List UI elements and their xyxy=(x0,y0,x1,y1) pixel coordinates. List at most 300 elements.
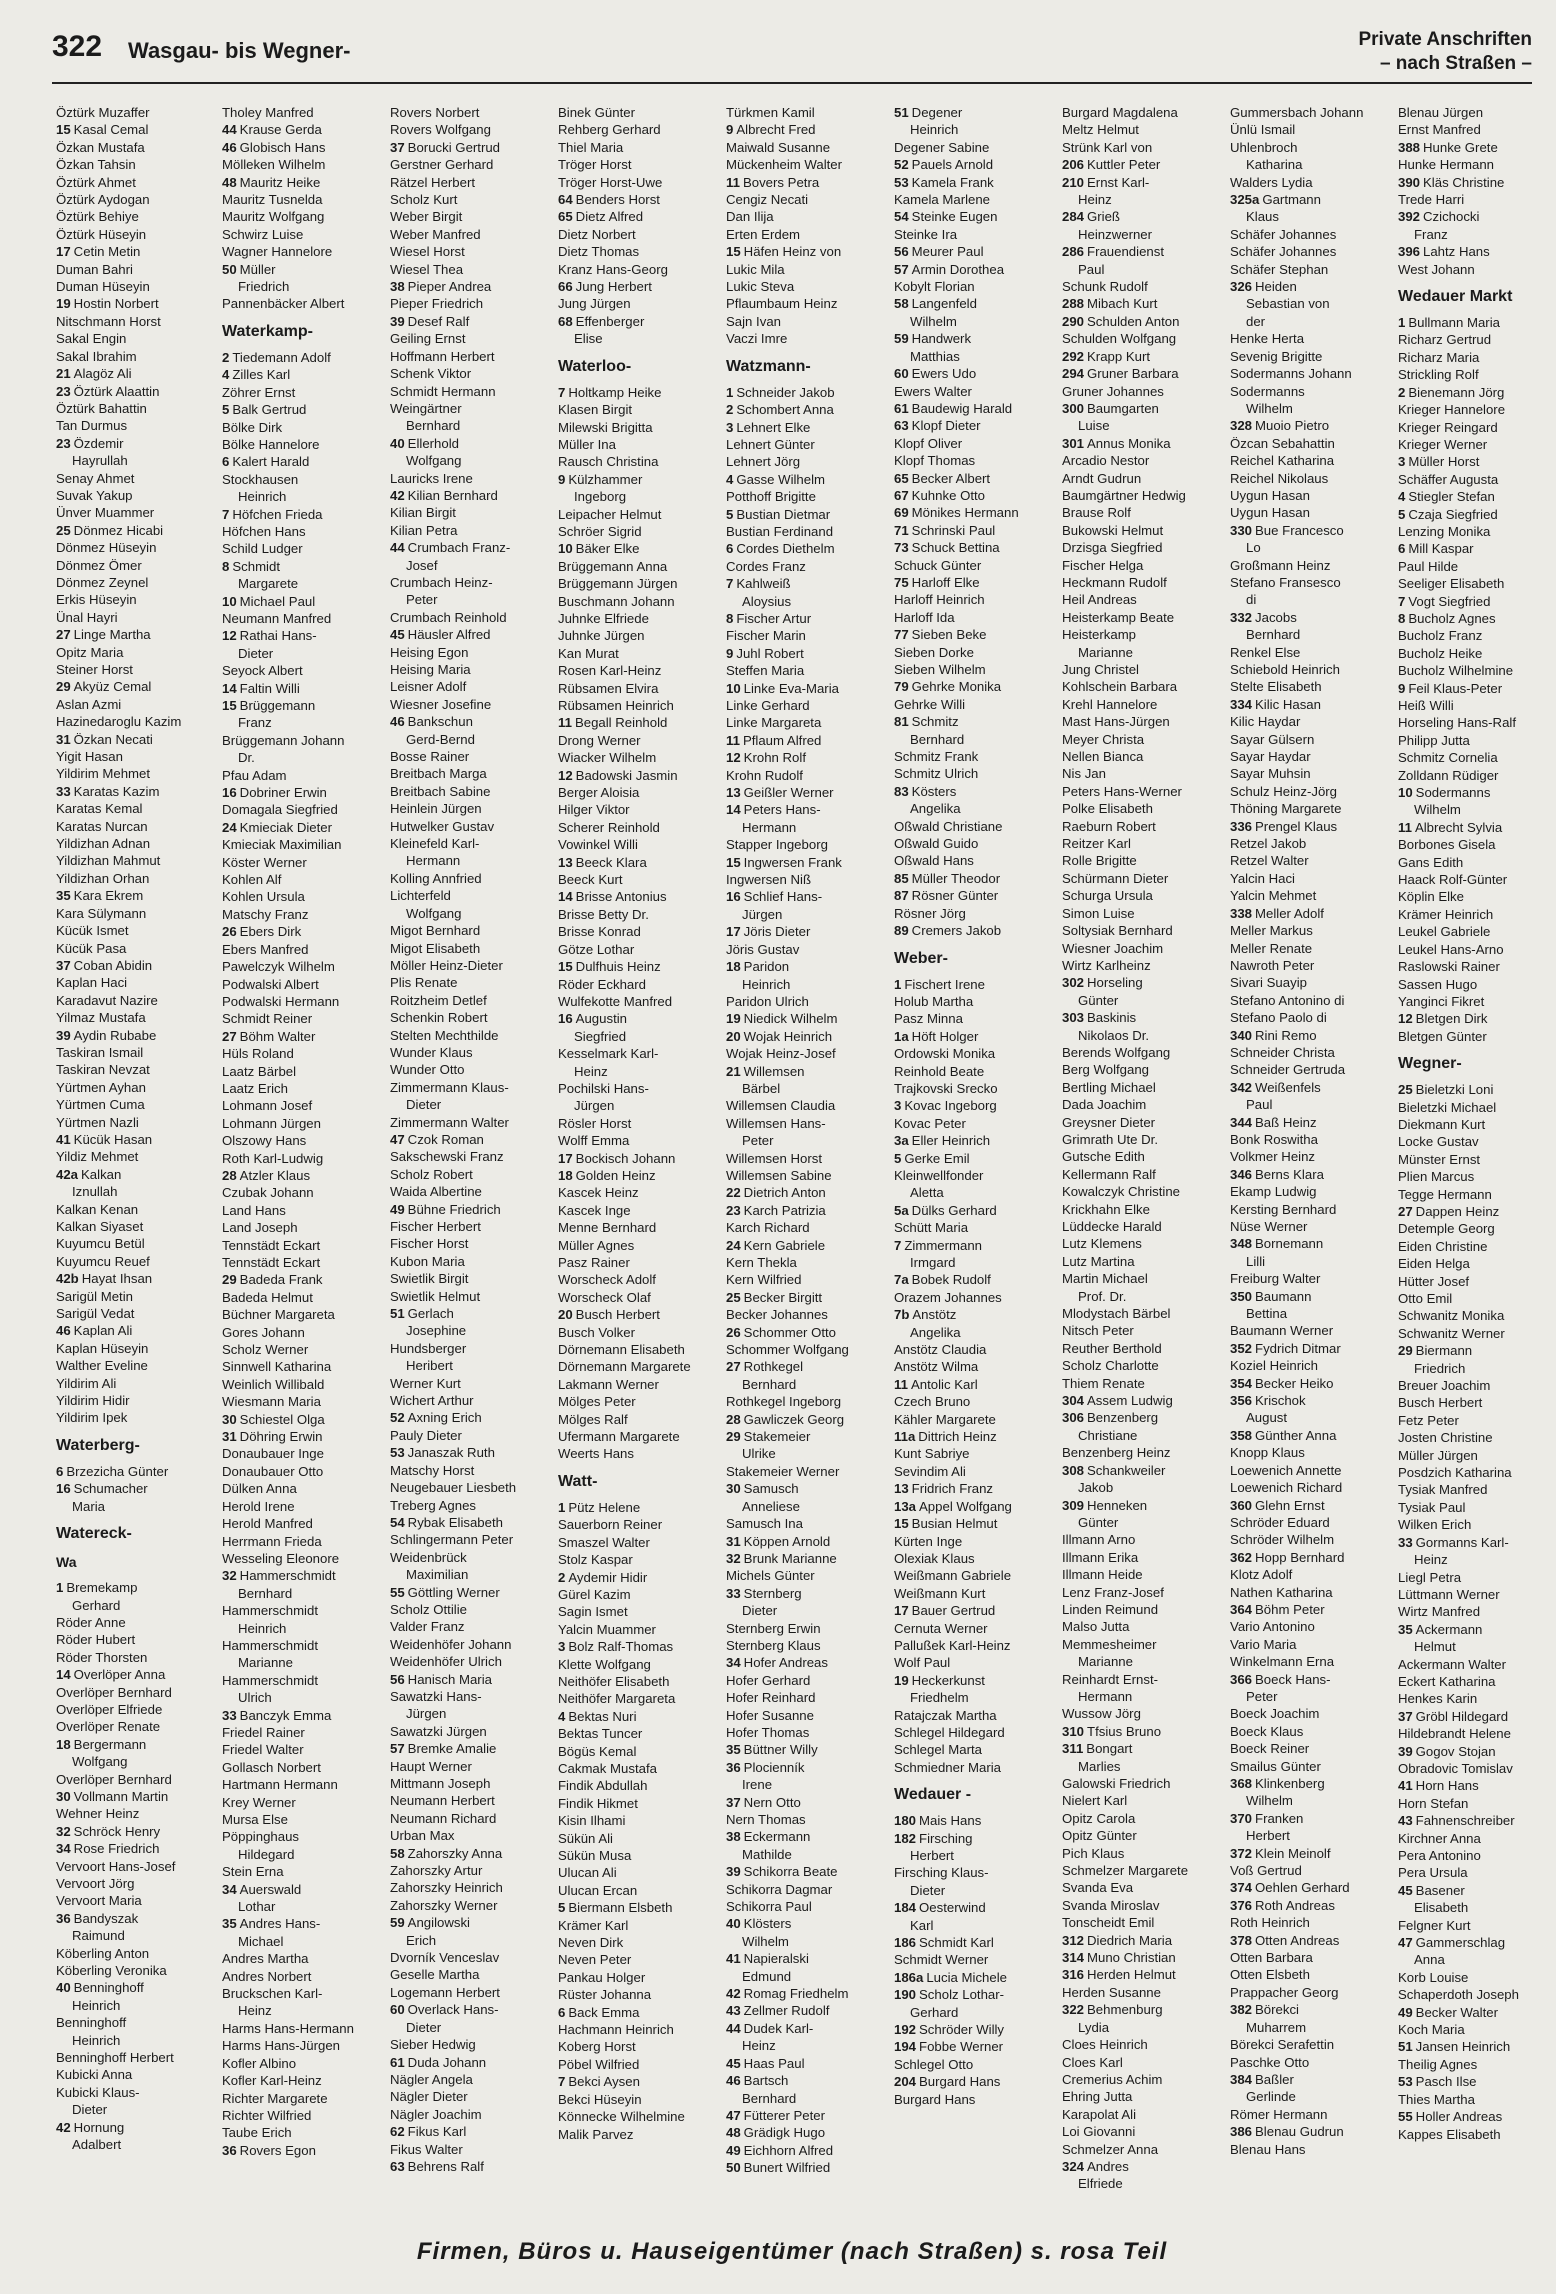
resident-entry xyxy=(390,470,550,487)
page-header xyxy=(52,28,1532,80)
resident-name: Weber Birgit xyxy=(390,209,463,225)
resident-entry xyxy=(390,1531,550,1548)
resident-entry xyxy=(1230,1879,1390,1896)
section-label xyxy=(1358,28,1532,76)
resident-name: Heinz xyxy=(1078,192,1112,208)
resident-entry xyxy=(894,504,1054,521)
resident-entry xyxy=(56,104,216,121)
resident-name: Rüster Johanna xyxy=(558,1987,652,2003)
resident-name: Ordowski Monika xyxy=(894,1046,996,1062)
resident-entry xyxy=(1062,400,1222,417)
resident-name: Lo xyxy=(1246,540,1261,556)
resident-name: Mölges Ralf xyxy=(558,1411,628,1427)
resident-name: Linke Margareta xyxy=(726,715,822,731)
resident-entry xyxy=(558,419,718,436)
resident-entry xyxy=(1230,1201,1390,1218)
resident-name: Ingwersen Frank xyxy=(743,854,842,870)
resident-name: Willemsen Claudia xyxy=(726,1098,836,1114)
resident-name: Maiwald Susanne xyxy=(726,139,831,155)
house-number: 37 xyxy=(390,139,405,155)
resident-entry xyxy=(558,1882,718,1899)
resident-name: Antolic Karl xyxy=(910,1376,978,1392)
resident-entry xyxy=(894,1533,1054,1550)
resident-name: Schäfer Johannes xyxy=(1230,244,1337,260)
resident-entry xyxy=(558,958,718,975)
resident-name: Günter xyxy=(1078,992,1119,1008)
resident-entry xyxy=(56,208,216,225)
resident-name: Richter Wilfried xyxy=(222,2107,312,2123)
resident-name: Sarigül Vedat xyxy=(56,1306,135,1322)
resident-name: Özdemir xyxy=(73,435,124,451)
resident-name: Drzisga Siegfried xyxy=(1062,540,1163,556)
resident-entry xyxy=(558,1899,718,1916)
resident-name: Henke Herta xyxy=(1230,331,1305,347)
resident-entry xyxy=(558,1271,718,1288)
resident-name: Maximilian xyxy=(406,1567,469,1583)
resident-name: Herden Helmut xyxy=(1087,1967,1176,1983)
resident-entry xyxy=(894,1306,1054,1323)
house-number: 53 xyxy=(390,1445,405,1461)
resident-name: Sieben Dorke xyxy=(894,644,974,660)
resident-name: Opitz Carola xyxy=(1062,1810,1136,1826)
resident-name: Rosen Karl-Heinz xyxy=(558,663,662,679)
resident-entry xyxy=(390,1183,550,1200)
resident-name: Hofer Susanne xyxy=(726,1707,814,1723)
resident-name: Wojak Heinrich xyxy=(743,1028,833,1044)
house-number: 46 xyxy=(56,1323,71,1339)
resident-name: Aloysius xyxy=(742,593,792,609)
entry-continuation xyxy=(726,906,886,923)
resident-name: West Johann xyxy=(1398,261,1475,277)
house-number: 9 xyxy=(726,645,734,661)
resident-entry xyxy=(56,139,216,156)
house-number: 41 xyxy=(1398,1778,1413,1794)
resident-name: Heinrich xyxy=(238,489,287,505)
resident-entry xyxy=(56,1631,216,1648)
resident-entry xyxy=(1398,1603,1536,1620)
resident-name: Tysiak Paul xyxy=(1398,1499,1466,1515)
resident-entry xyxy=(1398,593,1536,610)
resident-entry xyxy=(222,1724,382,1741)
resident-name: Friedel Walter xyxy=(222,1742,304,1758)
resident-entry xyxy=(390,278,550,295)
resident-entry xyxy=(56,226,216,243)
resident-name: Holtkamp Heike xyxy=(568,384,662,400)
resident-entry xyxy=(222,1828,382,1845)
resident-entry xyxy=(222,1480,382,1497)
resident-name: Anstötz Claudia xyxy=(894,1342,987,1358)
resident-name: Plocienník xyxy=(743,1759,805,1775)
resident-name: Steinke Eugen xyxy=(911,209,998,225)
resident-entry xyxy=(390,1061,550,1078)
resident-entry xyxy=(558,1725,718,1742)
resident-entry xyxy=(1398,697,1536,714)
resident-name: Gerd-Bernd xyxy=(406,731,475,747)
entry-continuation xyxy=(1398,1899,1536,1916)
resident-name: Balk Gertrud xyxy=(232,402,307,418)
resident-entry xyxy=(1062,1671,1222,1688)
resident-entry xyxy=(1062,1949,1222,1966)
resident-name: Bue Francesco xyxy=(1255,522,1344,538)
resident-entry xyxy=(726,540,886,557)
resident-name: Lüttmann Werner xyxy=(1398,1586,1500,1602)
resident-entry xyxy=(56,731,216,748)
resident-entry xyxy=(1062,1705,1222,1722)
resident-name: Götze Lothar xyxy=(558,941,635,957)
resident-entry xyxy=(726,1393,886,1410)
resident-name: Brüggemann Anna xyxy=(558,558,668,574)
resident-entry xyxy=(1062,1061,1222,1078)
resident-name: Ingeborg xyxy=(574,489,627,505)
resident-name: Michael Paul xyxy=(239,593,316,609)
resident-name: Mauritz Tusnelda xyxy=(222,192,323,208)
resident-entry xyxy=(1062,1845,1222,1862)
resident-name: Friedel Rainer xyxy=(222,1724,305,1740)
resident-entry xyxy=(726,2072,886,2089)
house-number: 303 xyxy=(1062,1010,1085,1026)
resident-entry xyxy=(1062,1618,1222,1635)
resident-name: Klopf Oliver xyxy=(894,435,963,451)
resident-entry xyxy=(222,1063,382,1080)
resident-name: Donaubauer Otto xyxy=(222,1463,324,1479)
house-number: 23 xyxy=(56,383,71,399)
house-number: 7 xyxy=(894,1237,902,1253)
resident-entry xyxy=(1062,487,1222,504)
resident-name: Schwirz Luise xyxy=(222,226,304,242)
house-number: 15 xyxy=(726,854,741,870)
resident-name: Yalcin Mehmet xyxy=(1230,888,1317,904)
house-number: 6 xyxy=(726,541,734,557)
resident-name: Bandyszak xyxy=(73,1910,139,1926)
resident-entry xyxy=(222,906,382,923)
resident-name: Hachmann Heinrich xyxy=(558,2022,674,2038)
street-heading: Waterberg- xyxy=(56,1436,140,1454)
resident-entry xyxy=(390,835,550,852)
resident-name: Gutsche Edith xyxy=(1062,1149,1145,1165)
house-number: 47 xyxy=(1398,1935,1413,1951)
resident-entry xyxy=(1230,922,1390,939)
resident-name: Sajn Ivan xyxy=(726,313,781,329)
resident-entry xyxy=(222,1132,382,1149)
resident-name: Elise xyxy=(574,331,603,347)
resident-entry xyxy=(558,767,718,784)
resident-name: Valder Franz xyxy=(390,1619,465,1635)
resident-name: Böhm Peter xyxy=(1255,1601,1325,1617)
resident-entry xyxy=(1398,1847,1536,1864)
resident-entry xyxy=(894,1585,1054,1602)
resident-entry xyxy=(56,1096,216,1113)
resident-name: Schürmann Dieter xyxy=(1062,870,1169,886)
resident-entry xyxy=(1062,1462,1222,1479)
entry-continuation xyxy=(222,714,382,731)
resident-name: Willemsen xyxy=(743,1063,805,1079)
resident-name: Burgard Magdalena xyxy=(1062,105,1178,120)
resident-entry xyxy=(726,1063,886,1080)
house-number: 13 xyxy=(558,854,573,870)
resident-entry xyxy=(56,2084,216,2101)
resident-entry xyxy=(390,1009,550,1026)
resident-entry xyxy=(726,1950,886,1967)
resident-name: Linge Martha xyxy=(73,627,151,643)
resident-name: Börekci xyxy=(1255,2002,1299,2018)
resident-name: Zilles Karl xyxy=(232,367,291,383)
resident-name: Burgard Hans xyxy=(894,2091,976,2107)
resident-entry xyxy=(390,261,550,278)
resident-name: Annus Monika xyxy=(1087,435,1171,451)
house-number: 310 xyxy=(1062,1723,1085,1739)
house-number: 364 xyxy=(1230,1601,1253,1617)
house-number: 194 xyxy=(894,2039,917,2055)
resident-entry xyxy=(1230,2036,1390,2053)
resident-entry xyxy=(222,767,382,784)
house-number: 35 xyxy=(222,1916,237,1932)
house-number: 306 xyxy=(1062,1410,1085,1426)
resident-name: Steffen Maria xyxy=(726,663,805,679)
resident-entry xyxy=(894,400,1054,417)
resident-name: Lüddecke Harald xyxy=(1062,1219,1162,1234)
resident-entry xyxy=(558,523,718,540)
resident-name: Sieber Hedwig xyxy=(390,2037,476,2053)
resident-entry xyxy=(1062,1079,1222,1096)
resident-entry xyxy=(390,800,550,817)
resident-name: Meyer Christa xyxy=(1062,731,1145,747)
resident-name: Tegge Hermann xyxy=(1398,1186,1492,1202)
resident-entry xyxy=(1398,349,1536,366)
resident-name: Kläs Christine xyxy=(1423,174,1505,190)
house-number: 8 xyxy=(1398,610,1406,626)
house-number: 46 xyxy=(390,714,405,730)
house-number: 47 xyxy=(726,2107,741,2123)
house-number: 63 xyxy=(894,418,909,434)
resident-entry xyxy=(1230,1775,1390,1792)
resident-name: Werner Kurt xyxy=(390,1375,461,1391)
resident-name: Duman Hüseyin xyxy=(56,279,150,295)
resident-entry xyxy=(894,1969,1054,1986)
resident-name: Rehberg Gerhard xyxy=(558,122,661,138)
resident-name: Henneken xyxy=(1087,1497,1148,1513)
resident-entry xyxy=(1062,591,1222,608)
resident-entry xyxy=(894,1219,1054,1236)
resident-name: Sagin Ismet xyxy=(558,1604,628,1620)
resident-name: Coban Abidin xyxy=(73,957,153,973)
resident-entry xyxy=(894,1724,1054,1741)
resident-name: Marianne xyxy=(1078,644,1133,660)
resident-name: Raslowski Rainer xyxy=(1398,959,1500,975)
resident-name: Öztürk Alaattin xyxy=(73,383,160,399)
resident-name: Lydia xyxy=(1078,2019,1110,2035)
resident-entry xyxy=(56,1201,216,1218)
house-number: 354 xyxy=(1230,1375,1253,1391)
resident-name: Prof. Dr. xyxy=(1078,1288,1127,1304)
resident-entry xyxy=(726,854,886,871)
resident-name: Prengel Klaus xyxy=(1255,818,1338,834)
resident-name: Domagala Siegfried xyxy=(222,802,338,818)
resident-name: Schäfer Johannes xyxy=(1230,226,1337,242)
resident-entry xyxy=(894,905,1054,922)
entry-continuation xyxy=(1062,1688,1222,1705)
resident-name: Nern Otto xyxy=(743,1794,801,1810)
resident-name: Stein Erna xyxy=(222,1864,284,1880)
resident-name: Boeck Hans- xyxy=(1255,1671,1331,1687)
resident-entry xyxy=(894,626,1054,643)
resident-name: Vollmann Martin xyxy=(73,1788,169,1804)
house-number: 62 xyxy=(390,2124,405,2140)
street-heading: Waterkamp- xyxy=(222,322,313,340)
resident-name: Zimmermann Walter xyxy=(390,1114,509,1130)
resident-name: Schuck Günter xyxy=(894,557,982,573)
resident-entry xyxy=(1230,1618,1390,1635)
resident-name: Felgner Kurt xyxy=(1398,1917,1471,1933)
resident-entry xyxy=(390,2123,550,2140)
resident-entry xyxy=(1398,1743,1536,1760)
resident-name: Beeck Klara xyxy=(575,854,647,870)
resident-name: Pawelczyk Wilhelm xyxy=(222,959,335,975)
resident-name: Aydemir Hidir xyxy=(568,1569,648,1585)
resident-name: Scherer Reinhold xyxy=(558,819,660,835)
resident-entry xyxy=(1230,1497,1390,1514)
resident-name: Benninghoff xyxy=(56,2015,127,2031)
resident-entry xyxy=(1062,2088,1222,2105)
resident-name: Schuck Bettina xyxy=(911,540,1000,556)
resident-name: Roth Andreas xyxy=(1255,1897,1335,1913)
entry-continuation xyxy=(894,1917,1054,1934)
resident-name: Cetin Metin xyxy=(73,244,141,260)
resident-name: Kähler Margarete xyxy=(894,1411,996,1427)
resident-name: Kofler Karl-Heinz xyxy=(222,2073,322,2089)
resident-name: Stelten Mechthilde xyxy=(390,1027,499,1043)
resident-name: Gollasch Norbert xyxy=(222,1759,321,1775)
resident-entry xyxy=(558,506,718,523)
resident-name: Kolling Annfried xyxy=(390,870,482,886)
resident-entry xyxy=(726,1585,886,1602)
resident-entry xyxy=(1062,609,1222,626)
resident-name: Dieter xyxy=(238,645,274,661)
resident-entry xyxy=(558,1516,718,1533)
resident-entry xyxy=(558,278,718,295)
resident-entry xyxy=(894,383,1054,400)
resident-entry xyxy=(558,1534,718,1551)
resident-name: Rothkegel Ingeborg xyxy=(726,1394,842,1410)
resident-name: Hanisch Maria xyxy=(407,1671,492,1687)
resident-entry xyxy=(56,2119,216,2136)
house-number: 45 xyxy=(726,2055,741,2071)
resident-name: Vaczi Imre xyxy=(726,331,788,347)
resident-entry xyxy=(1062,940,1222,957)
resident-name: Sternberg xyxy=(743,1585,802,1601)
resident-entry xyxy=(1230,696,1390,713)
resident-entry xyxy=(56,1218,216,1235)
resident-name: Kuhnke Otto xyxy=(911,487,985,503)
resident-name: Pieper Andrea xyxy=(407,279,492,295)
resident-name: Lehnert Günter xyxy=(726,436,815,452)
entry-continuation xyxy=(894,348,1054,365)
resident-name: Badeda Helmut xyxy=(222,1289,313,1305)
resident-name: Walders Lydia xyxy=(1230,174,1313,190)
resident-name: Weinlich Willibald xyxy=(222,1376,325,1392)
resident-name: Nägler Joachim xyxy=(390,2106,482,2122)
resident-name: Oesterwind xyxy=(919,1900,986,1916)
resident-entry xyxy=(558,801,718,818)
resident-entry xyxy=(726,1863,886,1880)
resident-entry xyxy=(56,1701,216,1718)
resident-name: Kovac Ingeborg xyxy=(904,1098,997,1114)
house-number: 184 xyxy=(894,1900,917,1916)
resident-name: der xyxy=(1246,313,1266,329)
resident-name: Vogt Siegfried xyxy=(1408,593,1491,609)
resident-entry xyxy=(1062,139,1222,156)
resident-entry xyxy=(1062,1497,1222,1514)
resident-name: Fischer Helga xyxy=(1062,557,1144,573)
resident-name: Yildirim Ali xyxy=(56,1375,117,1391)
resident-name: Kücük Pasa xyxy=(56,940,127,956)
resident-name: Blenau Jürgen xyxy=(1398,105,1484,120)
resident-entry xyxy=(726,1184,886,1201)
resident-entry xyxy=(894,1567,1054,1584)
resident-name: Matthias xyxy=(910,348,960,364)
resident-name: Harloff Heinrich xyxy=(894,592,985,608)
resident-name: Heinrich xyxy=(238,1620,287,1636)
resident-entry xyxy=(726,1428,886,1445)
resident-name: Leukel Hans-Arno xyxy=(1398,941,1504,957)
resident-name: Höft Holger xyxy=(911,1028,979,1044)
resident-entry xyxy=(726,1794,886,1811)
resident-name: Schmidt Werner xyxy=(894,1952,989,1968)
resident-name: Hildegard xyxy=(238,1846,295,1862)
resident-name: Drong Werner xyxy=(558,732,641,748)
resident-name: Herbert xyxy=(1246,1828,1290,1844)
resident-entry xyxy=(894,1080,1054,1097)
resident-name: Wagner Hannelore xyxy=(222,244,333,260)
resident-entry xyxy=(390,435,550,452)
resident-name: Wilhelm xyxy=(910,313,957,329)
resident-name: Kalkan xyxy=(81,1166,122,1182)
house-number: 17 xyxy=(894,1603,909,1619)
resident-entry xyxy=(1398,819,1536,836)
resident-name: Wilhelm xyxy=(1246,1793,1293,1809)
house-number: 44 xyxy=(390,540,405,556)
resident-name: Bobek Rudolf xyxy=(911,1272,991,1288)
resident-name: Özkan Mustafa xyxy=(56,139,145,155)
resident-name: Wojak Heinz-Josef xyxy=(726,1046,836,1062)
street-heading: Watereck- xyxy=(56,1525,132,1543)
resident-entry xyxy=(222,1498,382,1515)
entry-continuation xyxy=(1230,626,1390,643)
resident-name: Fahnenschreiber xyxy=(1415,1813,1515,1829)
resident-entry xyxy=(390,1688,550,1705)
street-heading: Wegner- xyxy=(1398,1055,1462,1073)
resident-name: Schlegel Hildegard xyxy=(894,1724,1005,1740)
resident-entry xyxy=(558,697,718,714)
resident-name: Lenzing Monika xyxy=(1398,523,1491,539)
resident-entry xyxy=(894,1428,1054,1445)
resident-entry xyxy=(1062,852,1222,869)
resident-entry xyxy=(222,1950,382,1967)
resident-entry xyxy=(222,1254,382,1271)
resident-name: Schmidt Hermann xyxy=(390,383,496,399)
house-number: 360 xyxy=(1230,1497,1253,1513)
resident-name: Müller Horst xyxy=(1408,454,1480,470)
resident-name: Plien Marcus xyxy=(1398,1169,1475,1185)
resident-name: Rätzel Herbert xyxy=(390,174,476,190)
resident-name: Fischer Horst xyxy=(390,1236,469,1252)
resident-entry xyxy=(726,1324,886,1341)
resident-name: Büttner Willy xyxy=(743,1742,818,1758)
resident-entry xyxy=(56,1392,216,1409)
resident-entry xyxy=(726,871,886,888)
resident-name: Krey Werner xyxy=(222,1794,296,1810)
resident-name: Leukel Gabriele xyxy=(1398,924,1491,940)
house-number: 32 xyxy=(56,1823,71,1839)
